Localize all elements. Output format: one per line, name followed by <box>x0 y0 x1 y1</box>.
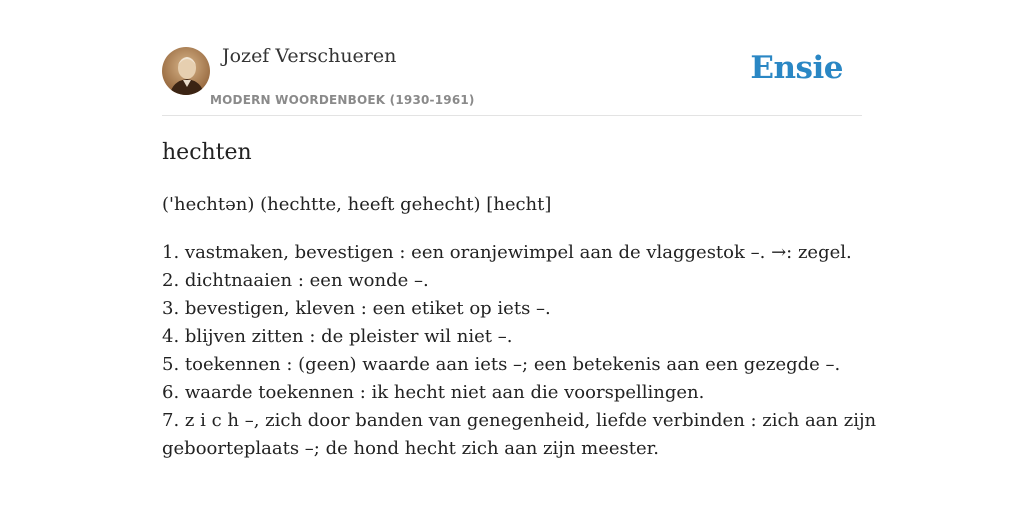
author-avatar[interactable] <box>162 47 210 95</box>
author-name[interactable]: Jozef Verschueren <box>222 45 397 67</box>
entry-headword: hechten <box>162 140 252 165</box>
entry-definitions <box>162 239 877 463</box>
definition-line: 6. waarde toekennen : ik hecht niet aan die voorspellingen. <box>162 382 705 403</box>
definition-line: 2. dichtnaaien : een wonde –. <box>162 270 429 291</box>
entry-pronunciation: ('hechtən) (hechtte, heeft gehecht) [hecht] <box>162 194 552 215</box>
definition-line: 3. bevestigen, kleven : een etiket op iets –. <box>162 298 551 319</box>
header-divider <box>162 115 862 116</box>
definition-line: geboorteplaats –; de hond hecht zich aan zijn meester. <box>162 438 660 459</box>
author-portrait-icon <box>162 47 210 95</box>
definition-line: 5. toekennen : (geen) waarde aan iets –; een betekenis aan een gezegde –. <box>162 354 841 375</box>
definition-line: 7. z i c h –, zich door banden van genegenheid, liefde verbinden : zich aan zijn <box>162 410 877 431</box>
definition-line: 4. blijven zitten : de pleister wil niet –. <box>162 326 513 347</box>
definition-line: 1. vastmaken, bevestigen : een oranjewimpel aan de vlaggestok –. →: zegel. <box>162 242 852 263</box>
ensie-logo[interactable]: Ensie <box>750 50 843 86</box>
source-name[interactable]: MODERN WOORDENBOEK (1930-1961) <box>210 93 475 107</box>
